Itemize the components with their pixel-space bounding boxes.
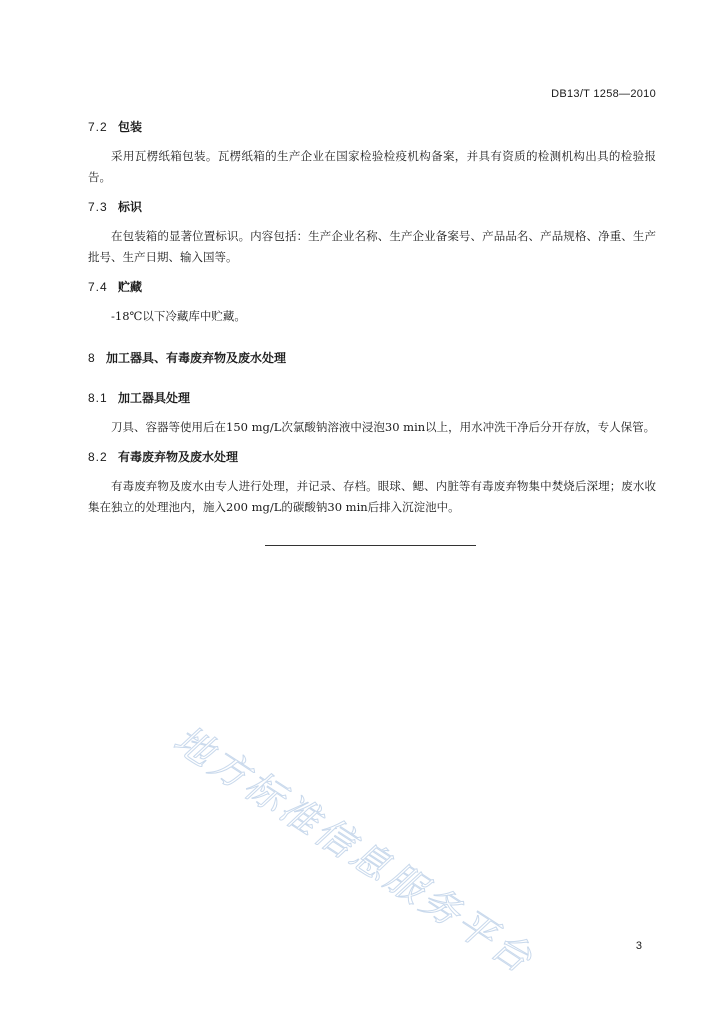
section-8-2-body: 有毒废弃物及废水由专人进行处理，并记录、存档。眼球、鳃、内脏等有毒废弃物集中焚烧后深埋；废水收集在独立的处理池内，施入200 mg/L的碳酸钠30 min后排入沉淀池中。 <box>88 479 656 514</box>
section-8-1-heading <box>88 389 656 407</box>
section-title: 标识 <box>118 200 143 214</box>
page-number: 3 <box>635 940 642 952</box>
section-title: 贮藏 <box>118 280 143 294</box>
section-number: 8 <box>88 351 95 365</box>
section-number: 7.2 <box>88 120 108 134</box>
section-title: 包装 <box>118 120 143 134</box>
section-number: 8.1 <box>88 391 108 405</box>
section-7-4-body: -18℃以下冷藏库中贮藏。 <box>111 309 246 323</box>
document-content <box>88 118 656 518</box>
section-title: 加工器具处理 <box>118 391 191 405</box>
section-7-2-heading <box>88 118 656 136</box>
section-7-3-heading <box>88 198 656 216</box>
section-7-4-heading <box>88 278 656 296</box>
section-title: 加工器具、有毒废弃物及废水处理 <box>106 351 287 365</box>
section-number: 8.2 <box>88 450 108 464</box>
section-title: 有毒废弃物及废水处理 <box>118 450 239 464</box>
section-8-1-body: 刀具、容器等使用后在150 mg/L次氯酸钠溶液中浸泡30 min以上，用水冲洗干净后分开存放，专人保管。 <box>111 420 656 434</box>
section-8-heading <box>88 349 656 367</box>
watermark: 地方标准信息服务平台 <box>166 716 543 983</box>
section-number: 7.4 <box>88 280 108 294</box>
end-of-text-line <box>265 545 476 546</box>
section-7-2-body: 采用瓦楞纸箱包装。瓦楞纸箱的生产企业在国家检验检疫机构备案，并具有资质的检测机构出具的检验报告。 <box>88 149 656 184</box>
section-8-2-heading <box>88 448 656 466</box>
section-7-3-body: 在包装箱的显著位置标识。内容包括：生产企业名称、生产企业备案号、产品品名、产品规格、净重、生产批号、生产日期、输入国等。 <box>88 229 656 264</box>
section-number: 7.3 <box>88 200 108 214</box>
document-code: DB13/T 1258—2010 <box>551 88 656 100</box>
